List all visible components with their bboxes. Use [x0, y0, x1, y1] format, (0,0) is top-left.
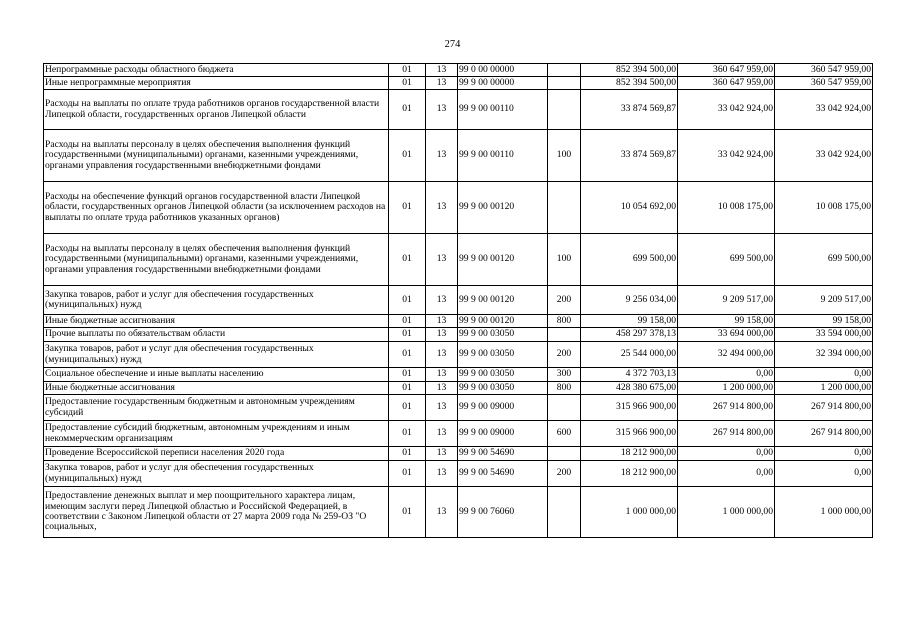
- target-article-code: 99 9 00 03050: [458, 368, 548, 382]
- table-row: [44, 382, 873, 395]
- row-name: Расходы на выплаты персоналу в целях обеспечения выполнения функций государственными (муниципальными) органами, казенными учреждениями, органами управления государственными внебюджетными фондами: [44, 130, 389, 182]
- amount-year-1: 9 256 034,00: [581, 286, 678, 315]
- target-article-code: 99 9 00 54690: [458, 447, 548, 461]
- row-name: Расходы на выплаты персоналу в целях обеспечения выполнения функций государственными (муниципальными) органами, казенными учреждениями, органами управления государственными внебюджетными фондами: [44, 234, 389, 286]
- row-name: Иные бюджетные ассигнования: [44, 382, 389, 395]
- section-code: 01: [389, 77, 426, 90]
- subsection-code: 13: [426, 90, 458, 130]
- section-code: 01: [389, 395, 426, 421]
- table-row: [44, 182, 873, 234]
- table-row: [44, 130, 873, 182]
- row-name: Социальное обеспечение и иные выплаты населению: [44, 368, 389, 382]
- amount-year-3: 33 594 000,00: [775, 328, 873, 342]
- target-article-code: 99 9 00 09000: [458, 421, 548, 447]
- target-article-code: 99 9 00 00110: [458, 130, 548, 182]
- amount-year-1: 33 874 569,87: [581, 130, 678, 182]
- table-row: [44, 342, 873, 368]
- table-row: [44, 421, 873, 447]
- amount-year-2: 33 042 924,00: [678, 90, 775, 130]
- expense-type-code: 800: [548, 382, 581, 395]
- expense-type-code: 200: [548, 461, 581, 487]
- amount-year-3: 267 914 800,00: [775, 421, 873, 447]
- row-name: Предоставление денежных выплат и мер поощрительного характера лицам, имеющим заслуги перед Липецкой областью и Российской Федерацией, в соответствии с Законом Липецкой области от 27 марта 2009 года № 259-ОЗ "О социальных,: [44, 487, 389, 538]
- expense-type-code: [548, 77, 581, 90]
- amount-year-2: 1 200 000,00: [678, 382, 775, 395]
- row-name: Расходы на выплаты по оплате труда работников органов государственной власти Липецкой области, государственных органов Липецкой области: [44, 90, 389, 130]
- row-name: Иные непрограммные мероприятия: [44, 77, 389, 90]
- subsection-code: 13: [426, 328, 458, 342]
- amount-year-3: 0,00: [775, 461, 873, 487]
- section-code: 01: [389, 328, 426, 342]
- section-code: 01: [389, 368, 426, 382]
- target-article-code: 99 9 00 00120: [458, 315, 548, 328]
- table-row: [44, 234, 873, 286]
- amount-year-1: 33 874 569,87: [581, 90, 678, 130]
- expense-type-code: 100: [548, 234, 581, 286]
- target-article-code: 99 9 00 03050: [458, 328, 548, 342]
- table-row: [44, 77, 873, 90]
- section-code: 01: [389, 130, 426, 182]
- amount-year-1: 18 212 900,00: [581, 461, 678, 487]
- table-row: [44, 487, 873, 538]
- amount-year-1: 428 380 675,00: [581, 382, 678, 395]
- section-code: 01: [389, 234, 426, 286]
- subsection-code: 13: [426, 234, 458, 286]
- subsection-code: 13: [426, 342, 458, 368]
- amount-year-1: 315 966 900,00: [581, 421, 678, 447]
- table-row: [44, 395, 873, 421]
- amount-year-3: 32 394 000,00: [775, 342, 873, 368]
- amount-year-3: 9 209 517,00: [775, 286, 873, 315]
- row-name: Прочие выплаты по обязательствам области: [44, 328, 389, 342]
- amount-year-2: 99 158,00: [678, 315, 775, 328]
- expense-type-code: [548, 90, 581, 130]
- table-row: [44, 447, 873, 461]
- amount-year-3: 33 042 924,00: [775, 90, 873, 130]
- table-row: [44, 64, 873, 77]
- target-article-code: 99 9 00 00000: [458, 77, 548, 90]
- amount-year-1: 10 054 692,00: [581, 182, 678, 234]
- amount-year-1: 18 212 900,00: [581, 447, 678, 461]
- amount-year-2: 33 042 924,00: [678, 130, 775, 182]
- amount-year-2: 360 647 959,00: [678, 64, 775, 77]
- row-name: Предоставление государственным бюджетным и автономным учреждениям субсидий: [44, 395, 389, 421]
- amount-year-1: 4 372 703,13: [581, 368, 678, 382]
- subsection-code: 13: [426, 487, 458, 538]
- amount-year-2: 10 008 175,00: [678, 182, 775, 234]
- amount-year-2: 0,00: [678, 461, 775, 487]
- amount-year-1: 99 158,00: [581, 315, 678, 328]
- row-name: Предоставление субсидий бюджетным, автономным учреждениям и иным некоммерческим организациям: [44, 421, 389, 447]
- row-name: Проведение Всероссийской переписи населения 2020 года: [44, 447, 389, 461]
- section-code: 01: [389, 342, 426, 368]
- amount-year-3: 99 158,00: [775, 315, 873, 328]
- subsection-code: 13: [426, 286, 458, 315]
- amount-year-2: 0,00: [678, 368, 775, 382]
- budget-table: [43, 63, 873, 538]
- amount-year-2: 267 914 800,00: [678, 421, 775, 447]
- subsection-code: 13: [426, 315, 458, 328]
- subsection-code: 13: [426, 182, 458, 234]
- amount-year-1: 315 966 900,00: [581, 395, 678, 421]
- amount-year-2: 33 694 000,00: [678, 328, 775, 342]
- amount-year-1: 699 500,00: [581, 234, 678, 286]
- expense-type-code: 600: [548, 421, 581, 447]
- page-number: 274: [444, 39, 461, 50]
- row-name: Закупка товаров, работ и услуг для обеспечения государственных (муниципальных) нужд: [44, 286, 389, 315]
- table-row: [44, 90, 873, 130]
- target-article-code: 99 9 00 00110: [458, 90, 548, 130]
- amount-year-1: 1 000 000,00: [581, 487, 678, 538]
- amount-year-3: 267 914 800,00: [775, 395, 873, 421]
- row-name: Закупка товаров, работ и услуг для обеспечения государственных (муниципальных) нужд: [44, 461, 389, 487]
- subsection-code: 13: [426, 368, 458, 382]
- subsection-code: 13: [426, 447, 458, 461]
- amount-year-3: 0,00: [775, 447, 873, 461]
- amount-year-3: 1 200 000,00: [775, 382, 873, 395]
- subsection-code: 13: [426, 421, 458, 447]
- expense-type-code: [548, 64, 581, 77]
- section-code: 01: [389, 382, 426, 395]
- section-code: 01: [389, 182, 426, 234]
- target-article-code: 99 9 00 54690: [458, 461, 548, 487]
- target-article-code: 99 9 00 09000: [458, 395, 548, 421]
- target-article-code: 99 9 00 00120: [458, 286, 548, 315]
- amount-year-2: 0,00: [678, 447, 775, 461]
- section-code: 01: [389, 487, 426, 538]
- expense-type-code: [548, 447, 581, 461]
- subsection-code: 13: [426, 64, 458, 77]
- expense-type-code: 800: [548, 315, 581, 328]
- subsection-code: 13: [426, 77, 458, 90]
- amount-year-1: 458 297 378,13: [581, 328, 678, 342]
- amount-year-2: 32 494 000,00: [678, 342, 775, 368]
- section-code: 01: [389, 461, 426, 487]
- section-code: 01: [389, 286, 426, 315]
- section-code: 01: [389, 447, 426, 461]
- table-row: [44, 368, 873, 382]
- table-row: [44, 286, 873, 315]
- amount-year-1: 852 394 500,00: [581, 77, 678, 90]
- table-row: [44, 315, 873, 328]
- amount-year-3: 10 008 175,00: [775, 182, 873, 234]
- expense-type-code: [548, 487, 581, 538]
- expense-type-code: 200: [548, 342, 581, 368]
- amount-year-2: 699 500,00: [678, 234, 775, 286]
- expense-type-code: 300: [548, 368, 581, 382]
- budget-table-body: [44, 64, 873, 538]
- amount-year-2: 360 647 959,00: [678, 77, 775, 90]
- target-article-code: 99 9 00 76060: [458, 487, 548, 538]
- row-name: Расходы на обеспечение функций органов государственной власти Липецкой области, государственных органов Липецкой области (за исключением расходов на выплаты по оплате труда работников указанных органов): [44, 182, 389, 234]
- row-name: Иные бюджетные ассигнования: [44, 315, 389, 328]
- amount-year-3: 0,00: [775, 368, 873, 382]
- expense-type-code: 100: [548, 130, 581, 182]
- table-row: [44, 328, 873, 342]
- expense-type-code: [548, 328, 581, 342]
- expense-type-code: [548, 395, 581, 421]
- amount-year-2: 267 914 800,00: [678, 395, 775, 421]
- section-code: 01: [389, 64, 426, 77]
- row-name: Закупка товаров, работ и услуг для обеспечения государственных (муниципальных) нужд: [44, 342, 389, 368]
- section-code: 01: [389, 421, 426, 447]
- amount-year-3: 360 547 959,00: [775, 64, 873, 77]
- target-article-code: 99 9 00 00120: [458, 234, 548, 286]
- amount-year-1: 25 544 000,00: [581, 342, 678, 368]
- subsection-code: 13: [426, 382, 458, 395]
- expense-type-code: [548, 182, 581, 234]
- subsection-code: 13: [426, 395, 458, 421]
- amount-year-3: 699 500,00: [775, 234, 873, 286]
- target-article-code: 99 9 00 00120: [458, 182, 548, 234]
- amount-year-1: 852 394 500,00: [581, 64, 678, 77]
- subsection-code: 13: [426, 461, 458, 487]
- section-code: 01: [389, 315, 426, 328]
- target-article-code: 99 0 00 00000: [458, 64, 548, 77]
- target-article-code: 99 9 00 03050: [458, 342, 548, 368]
- amount-year-2: 9 209 517,00: [678, 286, 775, 315]
- amount-year-3: 360 547 959,00: [775, 77, 873, 90]
- expense-type-code: 200: [548, 286, 581, 315]
- amount-year-2: 1 000 000,00: [678, 487, 775, 538]
- section-code: 01: [389, 90, 426, 130]
- row-name: Непрограммные расходы областного бюджета: [44, 64, 389, 77]
- subsection-code: 13: [426, 130, 458, 182]
- amount-year-3: 1 000 000,00: [775, 487, 873, 538]
- amount-year-3: 33 042 924,00: [775, 130, 873, 182]
- target-article-code: 99 9 00 03050: [458, 382, 548, 395]
- table-row: [44, 461, 873, 487]
